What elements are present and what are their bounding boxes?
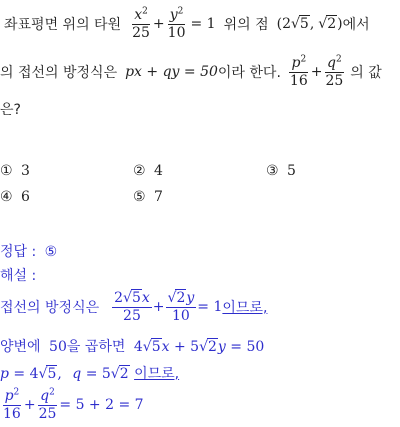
answer-line — [0, 241, 57, 261]
exponent: 2 — [300, 54, 307, 65]
denominator: 16 — [289, 72, 308, 89]
radicand: 2 — [176, 289, 186, 306]
sqrt-5: √5 — [123, 289, 141, 306]
comma: , — [309, 16, 315, 32]
problem-line-1 — [4, 4, 370, 44]
sqrt-2: √2 — [318, 16, 337, 32]
problem-text: 좌표평면 위의 타원 — [4, 17, 122, 33]
choice-value: 4 — [154, 163, 163, 179]
fraction-p2-16 — [1, 389, 23, 421]
choice-value: 7 — [154, 189, 163, 205]
radicand: 5 — [131, 289, 141, 306]
choice-mark: ② — [133, 163, 146, 179]
choice-value: 6 — [21, 189, 30, 205]
answer-value: ⑤ — [44, 244, 58, 260]
equals-one: = 1 — [190, 16, 216, 32]
fraction-x2-25 — [130, 8, 152, 40]
var-x: x — [134, 6, 143, 23]
fraction-sqrt2y-10 — [166, 291, 197, 323]
coefficient: 2 — [114, 289, 124, 306]
exponent: 2 — [177, 6, 184, 17]
choice-3[interactable] — [266, 163, 296, 179]
problem-text: 이라 한다. — [217, 65, 281, 81]
problem-text: 의 접선의 방정식은 — [0, 65, 118, 81]
exponent: 2 — [13, 387, 20, 398]
exponent: 2 — [142, 6, 148, 17]
plus-sign: + — [310, 64, 323, 80]
choice-mark: ⑤ — [133, 189, 146, 205]
answer-label: 정답 : — [0, 244, 37, 260]
exponent: 2 — [336, 54, 342, 65]
final-result: = 5 + 2 = 7 — [59, 397, 144, 413]
denominator: 25 — [132, 24, 150, 41]
fraction-y2-10 — [166, 8, 188, 40]
point-close: ) — [337, 16, 343, 32]
solution-text: 을 곱하면 — [66, 339, 126, 355]
sqrt-5: √5 — [38, 366, 57, 382]
fraction-q2-25 — [37, 389, 59, 421]
solution-line-3 — [0, 363, 179, 383]
comma: , — [57, 366, 62, 382]
sqrt-2: √2 — [167, 289, 186, 306]
radicand: 5 — [299, 16, 309, 32]
point-open: (2 — [276, 16, 291, 32]
solution-text: 양변에 — [0, 339, 41, 355]
radicand: 2 — [327, 16, 337, 32]
solution-text: 접선의 방정식은 — [0, 300, 100, 316]
choice-mark: ① — [0, 163, 13, 179]
radicand: 2 — [119, 366, 129, 382]
problem-text: 위의 점 — [223, 17, 269, 33]
plus-sign: + — [23, 397, 36, 413]
solution-line-4 — [0, 385, 144, 425]
choice-4[interactable] — [0, 189, 30, 205]
var-y: y — [169, 6, 178, 23]
denominator: 25 — [38, 405, 57, 422]
plus-sign: + — [152, 299, 165, 315]
problem-line-2 — [0, 52, 382, 92]
sqrt-2: √2 — [199, 339, 217, 355]
radicand: 5 — [151, 339, 161, 355]
radicand: 5 — [47, 366, 57, 382]
fraction-q2-25 — [323, 56, 345, 88]
denominator: 10 — [167, 24, 186, 41]
solution-label: 해설 : — [0, 268, 37, 284]
exponent: 2 — [49, 387, 55, 398]
solution-text: 이므로, — [222, 300, 268, 316]
coefficient: 4 — [133, 339, 143, 355]
choice-mark: ③ — [266, 163, 279, 179]
denominator: 25 — [123, 307, 141, 324]
var-y: y — [186, 289, 195, 306]
sqrt-5: √5 — [142, 339, 161, 355]
problem-text: 에서 — [342, 17, 370, 33]
var-y: y — [217, 339, 226, 355]
var-p: p — [4, 387, 14, 404]
denominator: 10 — [172, 307, 190, 324]
solution-line-1 — [0, 287, 267, 327]
var-q: q — [40, 387, 50, 404]
problem-line-3: 은? — [0, 102, 21, 118]
var-q: q — [327, 54, 336, 71]
sqrt-2: √2 — [110, 366, 129, 382]
equals-coefficient: = 4 — [13, 366, 39, 382]
denominator: 25 — [325, 72, 344, 89]
equals-one: = 1 — [197, 299, 223, 315]
equals-fifty: = 50 — [230, 339, 265, 355]
problem-text: 의 값 — [350, 65, 382, 81]
var-p: p — [0, 366, 9, 382]
choice-2[interactable] — [133, 163, 163, 179]
choice-value: 5 — [287, 163, 296, 179]
tangent-equation: px + qy = 50 — [125, 64, 218, 80]
var-x: x — [161, 339, 170, 355]
fraction-p2-16 — [288, 56, 310, 88]
sqrt-5: √5 — [290, 16, 309, 32]
var-q: q — [72, 366, 82, 382]
multiplier: 50 — [49, 339, 67, 355]
choice-mark: ④ — [0, 189, 13, 205]
var-p: p — [291, 54, 301, 71]
choice-1[interactable] — [0, 163, 30, 179]
solution-line-2 — [0, 336, 264, 356]
plus-sign: + — [152, 16, 165, 32]
var-x: x — [141, 289, 150, 306]
solution-text: 이므로, — [134, 366, 180, 382]
equals-coefficient: = 5 — [85, 366, 111, 382]
choice-5[interactable] — [133, 189, 163, 205]
radicand: 2 — [208, 339, 217, 355]
denominator: 16 — [3, 405, 21, 422]
fraction-2sqrt5x-25 — [112, 291, 152, 323]
choice-value: 3 — [21, 163, 30, 179]
plus-term: + 5 — [173, 339, 200, 355]
